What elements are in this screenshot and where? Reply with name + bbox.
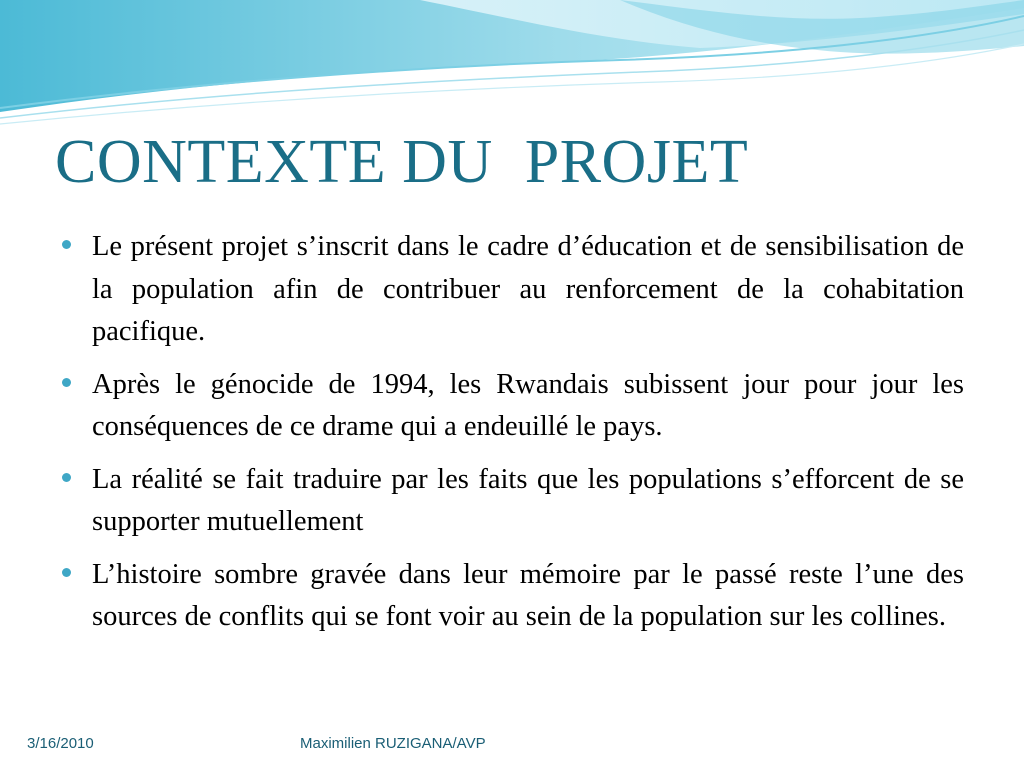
wave-decoration: [0, 0, 1024, 140]
bullet-dot-icon: [62, 378, 71, 387]
bullet-list: [62, 226, 964, 649]
bullet-text: Le présent projet s’inscrit dans le cadre d’éducation et de sensibilisation de la population afin de contribuer au renforcement de la cohabitation pacifique.: [92, 231, 964, 347]
bullet-dot-icon: [62, 473, 71, 482]
bullet-item: [62, 364, 964, 449]
bullet-item: [62, 226, 964, 354]
footer-author: Maximilien RUZIGANA/AVP: [300, 735, 486, 752]
bullet-dot-icon: [62, 568, 71, 577]
bullet-text: Après le génocide de 1994, les Rwandais subissent jour pour jour les conséquences de ce drame qui a endeuillé le pays.: [92, 368, 964, 442]
bullet-item: [62, 459, 964, 544]
bullet-text: La réalité se fait traduire par les faits que les populations s’efforcent de se supporter mutuellement: [92, 463, 964, 537]
footer-date: 3/16/2010: [27, 735, 94, 752]
bullet-text: L’histoire sombre gravée dans leur mémoire par le passé reste l’une des sources de conflits qui se font voir au sein de la population sur les collines.: [92, 558, 964, 632]
bullet-dot-icon: [62, 240, 71, 249]
bullet-item: [62, 554, 964, 639]
slide-title: CONTEXTE DU PROJET: [55, 128, 749, 196]
